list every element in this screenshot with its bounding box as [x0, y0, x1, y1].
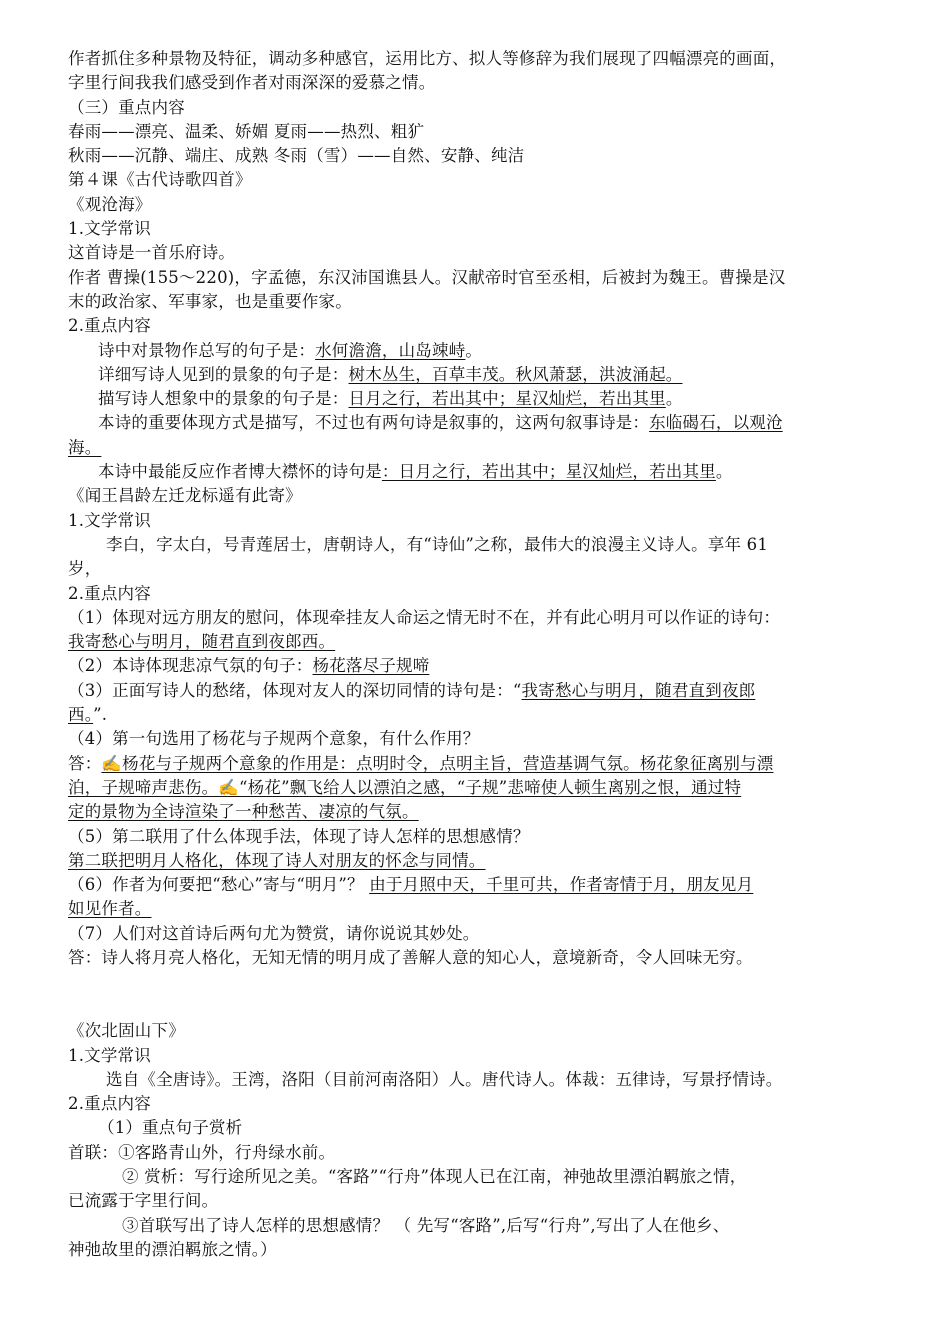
section-heading: 1.文学常识	[68, 219, 151, 239]
answer-text: 答：诗人将月亮人格化，无知无情的明月成了善解人意的知心人，意境新奇，令人回味无穷。	[68, 947, 753, 967]
answer-label: 答：	[68, 753, 102, 773]
qa-line	[68, 752, 884, 776]
question-text: （1）体现对远方朋友的慰问，体现牵挂友人命运之情无时不在，并有此心明月可以作证的诗句：	[68, 607, 781, 627]
blank-space	[68, 970, 884, 1019]
section-heading: 2.重点内容	[68, 1094, 151, 1114]
qa-line	[68, 436, 884, 460]
line-suffix: ”.	[93, 705, 108, 725]
line-suffix: 。	[715, 462, 733, 482]
poem-title: 《观沧海》	[68, 194, 152, 214]
answer-text: 水何澹澹，山岛竦峙	[315, 340, 466, 360]
qa-line	[68, 460, 884, 484]
text-line: 作者抓住多种景物及特征，调动多种感官，运用比方、拟人等修辞为我们展现了四幅漂亮的画面，	[68, 49, 787, 68]
line-suffix: 。	[465, 340, 483, 360]
text-line: 这首诗是一首乐府诗。	[68, 243, 235, 263]
answer-text: 第二联把明月人格化，体现了诗人对朋友的怀念与同情。	[68, 850, 486, 870]
text-line: ② 赏析：写行途所见之美。“客路”“行舟”体现人已在江南，神弛故里漂泊羁旅之情，	[122, 1167, 747, 1187]
text-line: 选自《全唐诗》。王湾，洛阳（目前河南洛阳）人。唐代诗人。体裁：五律诗，写景抒情诗。	[106, 1069, 783, 1089]
subsection-heading: （1）重点句子赏析	[98, 1118, 243, 1138]
answer-text: 如见作者。	[68, 899, 152, 919]
qa-line	[68, 654, 884, 678]
answer-text: 由于月照中天，千里可共，作者寄情于月，朋友见月	[369, 875, 754, 895]
answer-text: ✍杨花与子规两个意象的作用是：点明时令，点明主旨，营造基调气氛。杨花象征离别与漂	[101, 753, 774, 773]
question-text: 诗中对景物作总写的句子是：	[98, 340, 316, 360]
text-line: 神弛故里的漂泊羁旅之情。）	[68, 1239, 277, 1259]
question-text: （3）正面写诗人的愁绪，体现对友人的深切同情的诗句是：“	[68, 680, 522, 700]
answer-text: 日月之行，若出其中；星汉灿烂，若出其里	[348, 389, 666, 409]
text-line: ③首联写出了诗人怎样的思想感情？ （ 先写“客路”,后写“行舟”,写出了人在他乡、	[122, 1215, 730, 1235]
answer-text: 泊，子规啼声悲伤。✍“杨花”飘飞给人以漂泊之感，“子规”悲啼使人顿生离别之恨，通过特	[68, 777, 742, 797]
poem-title: 《闻王昌龄左迁龙标遥有此寄》	[68, 486, 302, 506]
qa-line	[68, 630, 884, 654]
text-line: 末的政治家、军事家，也是重要作家。	[68, 291, 352, 311]
answer-text: 杨花落尽子规啼	[312, 656, 430, 676]
qa-line	[68, 387, 884, 411]
lesson-title: 第４课《古代诗歌四首》	[68, 170, 252, 190]
document-page	[68, 47, 884, 1262]
text-line: 春雨——漂亮、温柔、娇媚 夏雨——热烈、粗犷	[68, 121, 425, 141]
section-heading: 2.重点内容	[68, 316, 151, 336]
qa-line	[68, 849, 884, 873]
question-text: （2）本诗体现悲凉气氛的句子：	[68, 656, 313, 676]
text-line: 作者 曹操(155～220)，字孟德，东汉沛国谯县人。汉献帝时官至丞相，后被封为魏王。曹操是汉	[68, 267, 786, 287]
text-line: 李白，字太白，号青莲居士，唐朝诗人，有“诗仙”之称，最伟大的浪漫主义诗人。享年 61	[106, 534, 769, 554]
text-line: 已流露于字里行间。	[68, 1191, 219, 1211]
answer-text: 海。	[68, 437, 102, 457]
text-line: 秋雨——沉静、端庄、成熟 冬雨（雪）——自然、安静、纯洁	[68, 146, 525, 166]
question-text: （7）人们对这首诗后两句尤为赞赏，请你说说其妙处。	[68, 923, 480, 943]
question-text: 详细写诗人见到的景象的句子是：	[98, 364, 349, 384]
answer-text: 定的景物为全诗渲染了一种愁苦、凄凉的气氛。	[68, 802, 419, 822]
section-heading: 1.文学常识	[68, 1045, 151, 1065]
answer-text: 我寄愁心与明月，随君直到夜郎西。	[68, 632, 336, 652]
answer-text: 东临碣石，以观沧	[649, 413, 783, 433]
answer-text: 我寄愁心与明月，随君直到夜郎	[521, 680, 756, 700]
qa-line	[68, 363, 884, 387]
question-text: 本诗的重要体现方式是描写，不过也有两句诗是叙事的，这两句叙事诗是：	[98, 413, 650, 433]
text-line: 首联：①客路青山外，行舟绿水前。	[68, 1142, 336, 1162]
section-heading: 1.文学常识	[68, 510, 151, 530]
question-text: 本诗中最能反应作者博大襟怀的诗句是	[98, 462, 382, 482]
qa-line	[68, 897, 884, 921]
question-text: （4）第一句选用了杨花与子规两个意象，有什么作用？	[68, 729, 480, 749]
text-line: 字里行间我我们感受到作者对雨深深的爱慕之情。	[68, 73, 436, 93]
question-text: （6）作者为何要把“愁心”寄与“明月”？	[68, 875, 370, 895]
qa-line	[68, 339, 884, 363]
qa-line	[68, 703, 884, 727]
section-heading: （三）重点内容	[68, 97, 185, 117]
section-heading: 2.重点内容	[68, 583, 151, 603]
line-suffix: 。	[665, 389, 683, 409]
poem-title: 《次北固山下》	[68, 1021, 185, 1041]
answer-text: 树木丛生，百草丰茂。秋风萧瑟，洪波涌起。	[348, 364, 683, 384]
answer-text: 西。	[68, 705, 94, 725]
qa-line	[68, 800, 884, 824]
question-text: 描写诗人想象中的景象的句子是：	[98, 389, 349, 409]
qa-line	[68, 679, 884, 703]
answer-text: ：日月之行，若出其中；星汉灿烂，若出其里	[381, 462, 716, 482]
qa-line	[68, 873, 884, 897]
text-line: 岁，	[68, 559, 102, 579]
qa-line	[68, 411, 884, 435]
question-text: （5）第二联用了什么体现手法，体现了诗人怎样的思想感情？	[68, 826, 530, 846]
qa-line	[68, 776, 884, 800]
